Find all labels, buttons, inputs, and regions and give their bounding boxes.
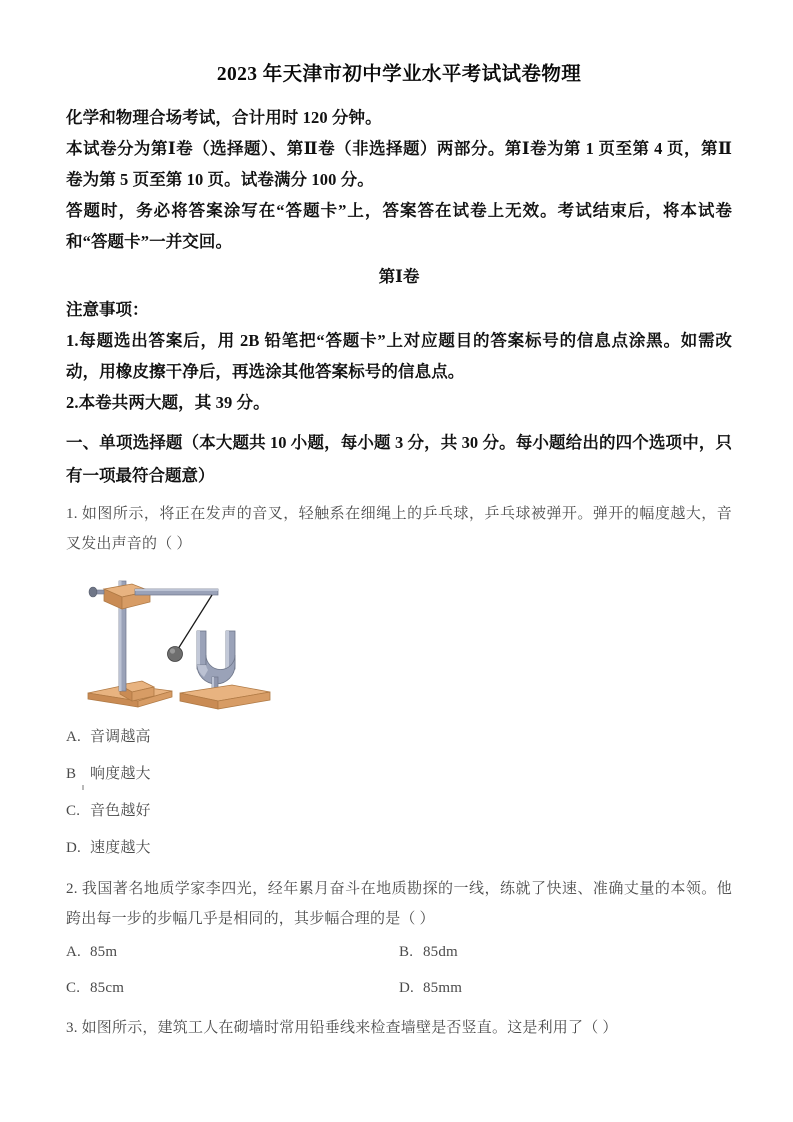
option-d-label: D. xyxy=(66,840,81,856)
q2-option-d-text: 85mm xyxy=(422,980,463,996)
q2-option-b-text: 85dm xyxy=(422,944,458,960)
part-heading: 第Ⅰ卷 xyxy=(378,267,420,286)
option-d[interactable] xyxy=(66,830,732,867)
option-b-label: B xyxy=(66,766,77,782)
fork-wood-base xyxy=(180,685,270,709)
q2-option-a-text: 85m xyxy=(89,944,118,960)
question-1-options xyxy=(66,719,732,867)
question-1-text: 1. 如图所示，将正在发声的音叉，轻触系在细绳上的乒乓球，乒乓球被弹开。弹开的幅度越大，音叉发出声音的（ ） xyxy=(66,506,732,552)
option-c-label: C. xyxy=(66,803,81,819)
page-content xyxy=(66,58,732,1043)
q2-option-b-label: B. xyxy=(399,944,414,960)
clamp-block xyxy=(89,584,150,609)
option-b[interactable] xyxy=(66,756,732,793)
horizontal-arm xyxy=(135,589,218,595)
question-3-text: 3. 如图所示，建筑工人在砌墙时常用铅垂线来检查墙壁是否竖直。这是利用了（ ） xyxy=(66,1020,618,1036)
stand-base-wood xyxy=(88,681,172,707)
notes-item-1: 1.每题选出答案后，用 2B 铅笔把“答题卡”上对应题目的答案标号的信息点涂黑。如需改动，用橡皮擦干净后，再选涂其他答案标号的信息点。 xyxy=(66,331,732,381)
notes-item-2: 2.本卷共两大题，其 39 分。 xyxy=(66,393,270,412)
q2-option-a-label: A. xyxy=(66,944,81,960)
intro-line-1: 化学和物理合场考试，合计用时 120 分钟。 xyxy=(66,108,382,127)
question-2-text: 2. 我国著名地质学家李四光，经年累月奋斗在地质勘探的一线，练就了快速、准确丈量的本领。他跨出每一步的步幅几乎是相同的，其步幅合理的是（ ） xyxy=(66,881,732,927)
q2-option-b[interactable] xyxy=(399,934,732,970)
q2-option-c[interactable] xyxy=(66,970,399,1006)
q2-option-c-label: C. xyxy=(66,980,81,996)
q2-option-c-text: 85cm xyxy=(89,980,125,996)
option-a-label: A. xyxy=(66,729,81,745)
intro-line-2: 本试卷分为第Ⅰ卷（选择题）、第Ⅱ卷（非选择题）两部分。第Ⅰ卷为第 1 页至第 4 页，第Ⅱ卷为第 5 页至第 10 页。试卷满分 100 分。 xyxy=(66,139,732,189)
q2-option-d[interactable] xyxy=(399,970,732,1006)
question-2-options-row-2 xyxy=(66,970,732,1006)
page-title: 2023 年天津市初中学业水平考试试卷物理 xyxy=(216,64,582,85)
option-a-text: 音调越高 xyxy=(89,729,151,745)
option-a[interactable] xyxy=(66,719,732,756)
question-2-options xyxy=(66,934,732,1006)
option-d-text: 速度越大 xyxy=(89,840,151,856)
question-2-options-row-1 xyxy=(66,934,732,970)
section-one-heading: 一、单项选择题（本大题共 10 小题，每小题 3 分，共 30 分。每小题给出的四个选项中，只有一项最符合题意） xyxy=(66,433,732,485)
notes-heading: 注意事项： xyxy=(66,300,149,319)
scan-artifact-mark xyxy=(82,785,84,790)
option-b-text: 响度越大 xyxy=(89,766,151,782)
q2-option-a[interactable] xyxy=(66,934,399,970)
string xyxy=(178,595,212,649)
question-1-figure xyxy=(80,573,320,713)
ping-pong-ball xyxy=(168,647,183,662)
option-c-text: 音色越好 xyxy=(89,803,151,819)
q2-option-d-label: D. xyxy=(399,980,414,996)
intro-line-3: 答题时，务必将答案涂写在“答题卡”上，答案答在试卷上无效。考试结束后，将本试卷和“答题卡”一并交回。 xyxy=(66,201,732,251)
option-c[interactable] xyxy=(66,793,732,830)
